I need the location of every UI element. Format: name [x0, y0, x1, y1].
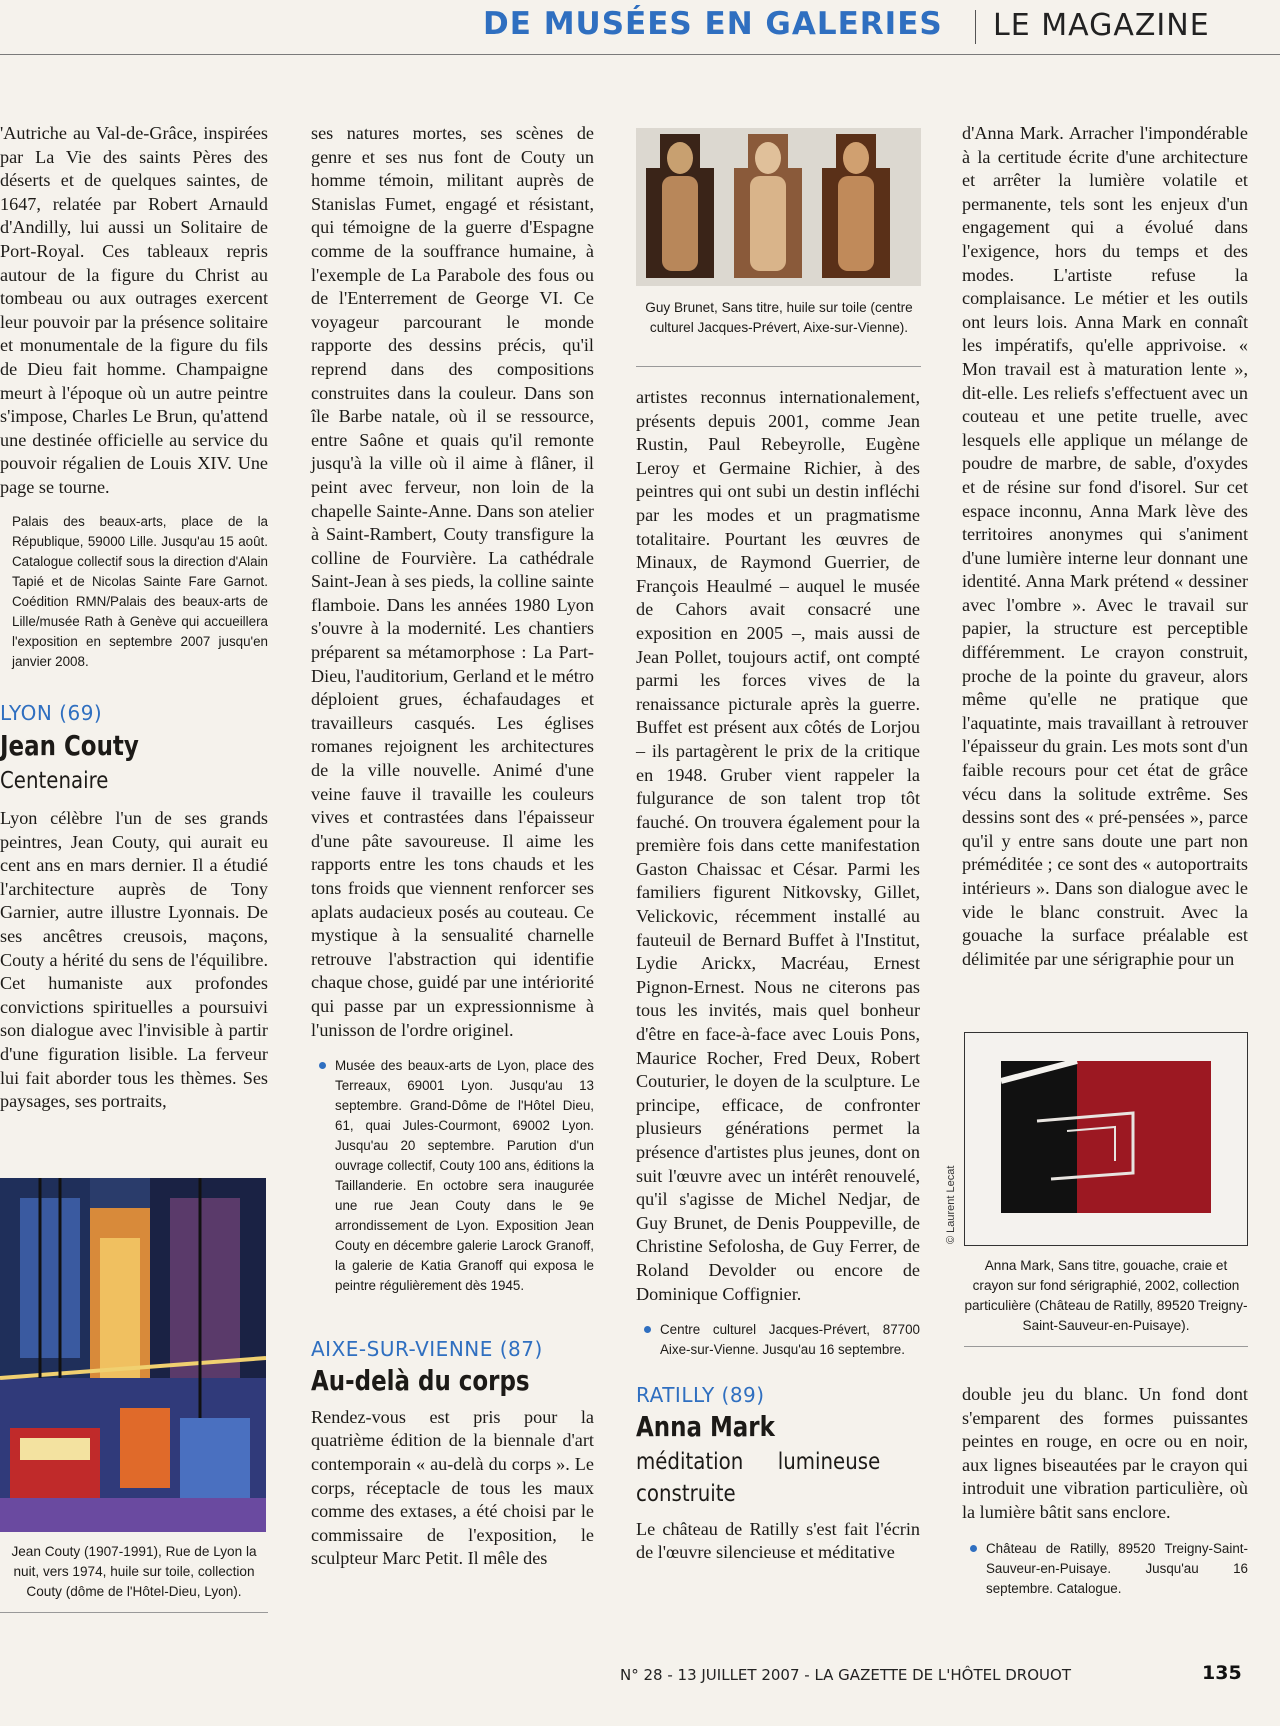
- triptych-guy-brunet: [636, 128, 921, 286]
- painting-rue-de-lyon: [0, 1178, 266, 1532]
- caption-rule: [964, 1346, 1248, 1347]
- exhibition-info: [986, 1539, 1248, 1599]
- painting-image: [0, 1178, 266, 1532]
- exhibition-info: [335, 1056, 594, 1296]
- caption-rule: [636, 366, 921, 367]
- bullet-dot: [644, 1326, 651, 1333]
- painting-caption: Jean Couty (1907-1991), Rue de Lyon la nuit, vers 1974, huile sur toile, collection Couty (dôme de l'Hôtel-Dieu, Lyon).: [11, 1544, 257, 1599]
- article-text: Le château de Ratilly s'est fait l'écrin de l'œuvre silencieuse et méditative: [636, 1518, 920, 1563]
- info-text: Centre culturel Jacques-Prévert, 87700 Aixe-sur-Vienne. Jusqu'au 16 septembre.: [660, 1322, 920, 1358]
- article-subtitle: Centenaire: [0, 768, 109, 795]
- page-number: 135: [1202, 1662, 1242, 1684]
- column-2: [311, 122, 594, 1571]
- triptych-caption: Guy Brunet, Sans titre, huile sur toile (centre culturel Jacques-Prévert, Aixe-sur-Vienne).: [645, 300, 913, 335]
- artwork-anna-mark: [964, 1032, 1248, 1246]
- bullet-dot: [319, 1062, 326, 1069]
- region-label: LYON (69): [0, 700, 103, 725]
- article-title: Au-delà du corps: [311, 1363, 530, 1397]
- article-title: Jean Couty: [0, 729, 139, 763]
- bullet-dot: [970, 1545, 977, 1552]
- page-header: [0, 0, 1280, 56]
- caption-rule: [0, 1612, 268, 1613]
- article-text: 'Autriche au Val-de-Grâce, inspirées par La Vie des saints Pères des déserts et de quelques saintes, de 1647, relatée par Robert Arnauld d'Andilly, lui aussi un Solitaire de Port-Royal. Ces tableaux repris autour de la figure du Christ au tombeau ou aux outrages exercent leur pouvoir par la présence solitaire et monumentale de la figure du fils de Dieu fait homme. Champaigne meurt à l'époque où un autre peintre s'impose, Charles Le Brun, qu'attend une destinée officielle au service du pouvoir régalien de Louis XIV. Une page se tourne.: [0, 123, 268, 497]
- issue-line: N° 28 - 13 JUILLET 2007 - LA GAZETTE DE L'HÔTEL DROUOT: [620, 1666, 1071, 1684]
- exhibition-info: [12, 512, 268, 672]
- photo-credit: © Laurent Lecat: [945, 1165, 957, 1244]
- article-title: Anna Mark: [636, 1409, 775, 1443]
- region-label: AIXE-SUR-VIENNE (87): [311, 1337, 543, 1362]
- info-text: Palais des beaux-arts, place de la République, 59000 Lille. Jusqu'au 15 août. Catalogue collectif sous la direction d'Alain Tapié et de Nicolas Sainte Fare Garnot. Coédition RMN/Palais des beaux-arts de Lille/musée Rath à Genève qui accueillera l'exposition en septembre 2007 jusqu'en janvier 2008.: [12, 513, 268, 669]
- exhibition-info: [660, 1320, 920, 1360]
- header-rule: [0, 54, 1280, 55]
- region-label: RATILLY (89): [636, 1383, 765, 1408]
- article-text: Lyon célèbre l'un de ses grands peintres, Jean Couty, qui aurait eu cent ans en mars dernier. Il a étudié l'architecture auprès de Tony Garnier, autre illustre Lyonnais. De ses ancêtres creusois, maçons, Couty a hérité du sens de l'équilibre. Cet humaniste aux profondes convictions spirituelles a poursuivi son dialogue avec l'invisible à partir d'une figuration lisible. La ferveur lui fait aborder tous les thèmes. Ses paysages, ses portraits,: [0, 808, 268, 1112]
- artwork-caption: Anna Mark, Sans titre, gouache, craie et crayon sur fond sérigraphié, 2002, collection particulière (Château de Ratilly, 89520 Treigny-Saint-Sauveur-en-Puisaye).: [964, 1258, 1248, 1333]
- section-title: DE MUSÉES EN GALERIES: [483, 6, 943, 42]
- column-1: [0, 122, 268, 1114]
- column-4: [962, 122, 1248, 971]
- triptych-image: [636, 128, 921, 286]
- article-text: double jeu du blanc. Un fond dont s'emparent des formes puissantes peintes en rouge, en ocre ou en noir, aux lignes biseautées par le crayon qui introduit une vibration particulière, où la lumière bâtit sans enclore.: [962, 1384, 1248, 1522]
- magazine-title: LE MAGAZINE: [993, 8, 1210, 43]
- column-3: [636, 386, 920, 1565]
- column-4-continued: [962, 1383, 1248, 1599]
- artwork-image: [965, 1033, 1247, 1245]
- article-text: d'Anna Mark. Arracher l'impondérable à la certitude écrite d'une architecture et arrêter la lumière volatile et permanente, tels sont les enjeux d'un engagement qui a évolué dans l'exigence, hors du temps et des modes. L'artiste refuse la complaisance. Le métier et les outils ont leurs lois. Anna Mark en connaît les impératifs, qu'elle apprivoise. « Mon travail est à maturation lente », dit-elle. Les reliefs s'effectuent avec un couteau et une petite truelle, avec lesquels elle applique un mélange de poudre de marbre, de sable, d'oxydes et de résine sur fond d'isorel. Sur cet espace inconnu, Anna Mark lève des territoires anonymes qui s'animent d'une lumière interne leur donnant une identité. Anna Mark prétend « dessiner avec l'ombre ». Avec le travail sur papier, la structure est perceptible différemment. Le crayon construit, proche de la pointe du graveur, alors même qu'elle ne pratique que l'aquatinte, mais travaillant à retrouver l'épaisseur du grain. Les mots sont d'un faible recours pour cet état de grâce vécu dans la solitude extrême. Ses dessins sont des « pré-pensées », parce qu'il y entre sans doute une part non préméditée ; ce sont des « autoportraits intérieurs ». Dans son dialogue avec le vide le blanc construit. Avec la gouache la surface préalable est délimitée par une sérigraphie pour un: [962, 123, 1248, 969]
- info-text: Château de Ratilly, 89520 Treigny-Saint-Sauveur-en-Puisaye. Jusqu'au 16 septembre. Catalogue.: [986, 1540, 1248, 1596]
- header-divider: [975, 10, 976, 44]
- article-text: artistes reconnus internationalement, présents depuis 2001, comme Jean Rustin, Paul Rebeyrolle, Eugène Leroy et Germaine Richier, à des peintres qui ont subi un destin infléchi par les modes et un pragmatisme totalitaire. Pourtant les œuvres de Minaux, de Raymond Guerrier, de François Heaulmé – auquel le musée de Cahors avait consacré une exposition en 2005 –, mais aussi de Jean Pollet, toujours actif, ont compté parmi les forces vives de la renaissance picturale après la guerre. Buffet est présent aux côtés de Lorjou – ils partagèrent le prix de la critique en 1948. Gruber vient rappeler la fulgurance de son talent trop tôt fauché. On trouvera également pour la première fois dans cette manifestation Gaston Chaissac et César. Parmi les familiers figurent Nitkovsky, Gillet, Velickovic, récemment installé au fauteuil de Bernard Buffet à l'Institut, Lydie Arickx, Macréau, Ernest Pignon-Ernest. Nous ne citerons pas tous les invités, mais quel bonheur d'être en face-à-face avec Louis Pons, Maurice Rocher, Fred Deux, Robert Couturier, le doyen de la sculpture. Le principe, efficace, de confronter plusieurs générations permet la présence d'artistes plus jeunes, dont on suit l'œuvre avec un intérêt renouvelé, qu'il s'agisse de Michel Nedjar, de Guy Brunet, de Denis Pouppeville, de Christine Sefolosha, de Guy Ferrer, de Roland Devolder ou encore de Dominique Coffignier.: [636, 387, 920, 1304]
- article-text: Rendez-vous est pris pour la quatrième édition de la biennale d'art contemporain « au-delà du corps ». Le corps, réceptacle de tous les maux comme des extases, a été choisi par le commissaire de l'exposition, le sculpteur Marc Petit. Il mêle des: [311, 1406, 594, 1569]
- article-text: ses natures mortes, ses scènes de genre et ses nus font de Couty un homme témoin, militant auprès de Stanislas Fumet, engagé et résistant, qui témoigne de la guerre d'Espagne comme de la souffrance humaine, à l'exemple de La Parabole des fous ou de l'Enterrement de George VI. Ce voyageur parcourant le monde rapporte des dessins précis, qu'il reprend dans des compositions construites dans la couleur. Dans son île Barbe natale, où il se ressource, entre Saône et quais qu'il remonte jusqu'à la ville où il aime à flâner, il peint avec ferveur, non loin de la chapelle Sainte-Anne. Dans son atelier à Saint-Rambert, Couty transfigure la colline de Fourvière. La cathédrale Saint-Jean à ses pieds, la colline sainte flamboie. Dans les années 1980 Lyon s'ouvre à la modernité. Les chantiers préparent sa métamorphose : La Part-Dieu, l'auditorium, Gerland et le métro déploient grues, échafaudages et travailleurs casqués. Les églises romanes rejoignent les architectures de la ville nouvelle. Animé d'une veine fauve il travaille les couleurs vives et contrastées dans l'épaisseur d'une pâte savoureuse. Il aime les rapports entre les tons chauds et les tons froids que viennent renforcer ses aplats audacieux posés au couteau. Ce mystique à la sensualité charnelle retrouve l'abstraction qui identifie chaque chose, guidé par une intériorité qui passe par un expressionnisme à l'unisson de l'ordre originel.: [311, 123, 594, 1040]
- article-subtitle: méditation lumineuse construite: [636, 1448, 881, 1507]
- info-text: Musée des beaux-arts de Lyon, place des Terreaux, 69001 Lyon. Jusqu'au 13 septembre. Grand-Dôme de l'Hôtel Dieu, 61, quai Jules-Courmont, 69002 Lyon. Jusqu'au 20 septembre. Parution d'un ouvrage collectif, Couty 100 ans, éditions la Taillanderie. En octobre sera inaugurée une rue Jean Couty dans le 9e arrondissement de Lyon. Exposition Jean Couty en décembre galerie Larock Granoff, la galerie de Katia Granoff qui exposa le peintre régulièrement dès 1945.: [335, 1058, 594, 1294]
